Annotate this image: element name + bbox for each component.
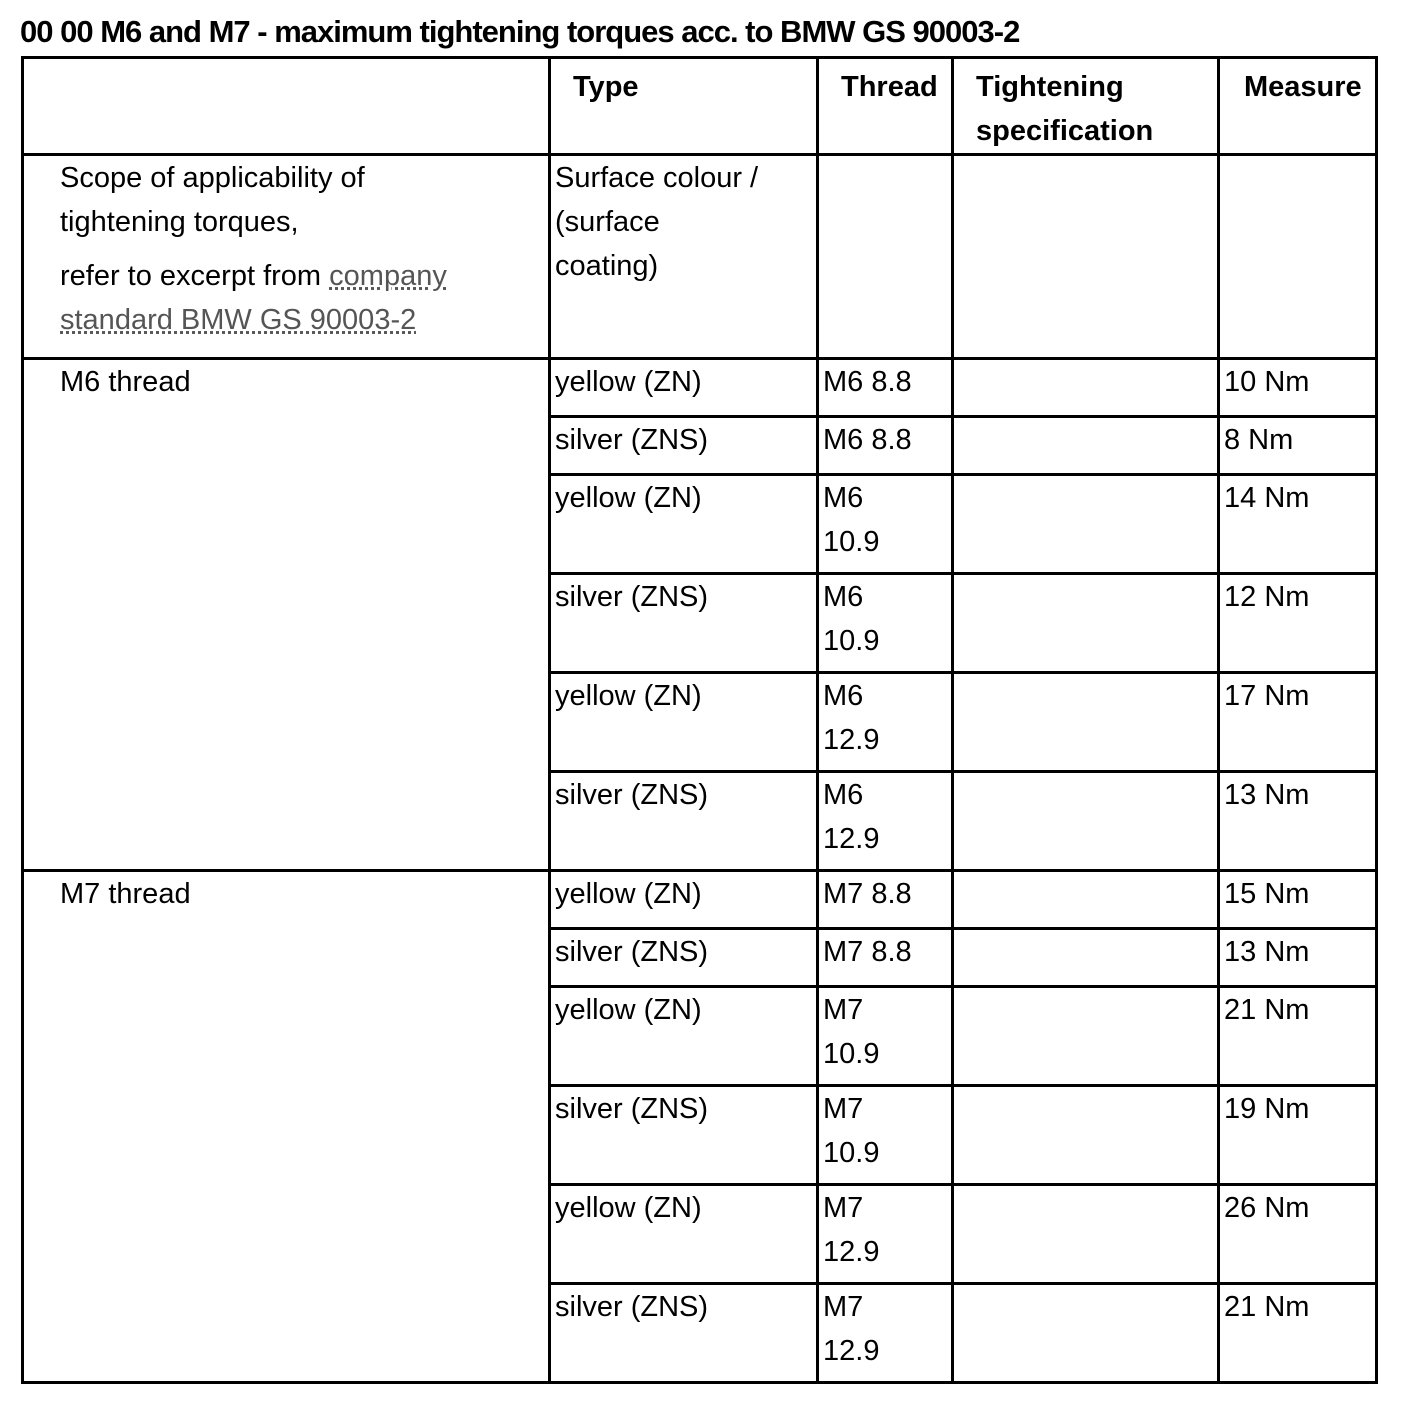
surface-line-3: coating) [555, 250, 659, 282]
thread-cell [818, 772, 953, 871]
thread-cell [818, 871, 953, 929]
header-tightening-line1: Tightening [976, 71, 1124, 103]
scope-spec-cell [953, 155, 1219, 359]
surface-type-cell: silver (ZNS) [550, 574, 818, 673]
header-scope [23, 58, 550, 155]
measure-cell: 17 Nm [1219, 673, 1377, 772]
thread-cell [818, 574, 953, 673]
measure-cell: 10 Nm [1219, 359, 1377, 417]
thread-size: M6 8.8 [823, 366, 912, 398]
tightening-spec-cell [953, 987, 1219, 1086]
thread-cell [818, 929, 953, 987]
scope-line-3-prefix: refer to excerpt from [60, 260, 330, 292]
surface-type-cell: yellow (ZN) [550, 871, 818, 929]
surface-type-cell: silver (ZNS) [550, 772, 818, 871]
thread-cell [818, 1185, 953, 1284]
tightening-spec-cell [953, 1185, 1219, 1284]
company-standard-link-continued[interactable]: standard BMW GS 90003-2 [60, 304, 417, 336]
thread-grade: 10.9 [823, 526, 880, 558]
tightening-spec-cell [953, 1284, 1219, 1383]
thread-size: M7 [823, 1291, 864, 1323]
thread-size: M6 [823, 680, 864, 712]
surface-type-cell: silver (ZNS) [550, 417, 818, 475]
surface-line-2: (surface [555, 206, 660, 238]
thread-grade: 10.9 [823, 625, 880, 657]
tightening-spec-cell [953, 574, 1219, 673]
company-standard-link[interactable]: company [329, 260, 447, 292]
thread-size: M6 [823, 482, 864, 514]
surface-line-1: Surface colour / [555, 162, 759, 194]
thread-grade: 10.9 [823, 1137, 880, 1169]
surface-type-cell: yellow (ZN) [550, 475, 818, 574]
scope-thread-cell [818, 155, 953, 359]
surface-type-cell: yellow (ZN) [550, 359, 818, 417]
surface-type-cell: silver (ZNS) [550, 929, 818, 987]
table-header-row [23, 58, 1377, 155]
tightening-spec-cell [953, 475, 1219, 574]
thread-group-label: M6 thread [23, 359, 550, 871]
thread-size: M7 [823, 1192, 864, 1224]
scope-row [23, 155, 1377, 359]
table-row [23, 871, 1377, 929]
thread-cell [818, 1284, 953, 1383]
measure-cell: 13 Nm [1219, 772, 1377, 871]
surface-type-cell: silver (ZNS) [550, 1284, 818, 1383]
tightening-spec-cell [953, 929, 1219, 987]
surface-type-cell: yellow (ZN) [550, 673, 818, 772]
page-title: 00 00 M6 and M7 - maximum tightening torques acc. to BMW GS 90003-2 [20, 14, 1020, 49]
header-type: Type [550, 58, 818, 155]
measure-cell: 21 Nm [1219, 987, 1377, 1086]
thread-cell [818, 417, 953, 475]
measure-cell: 15 Nm [1219, 871, 1377, 929]
measure-cell: 14 Nm [1219, 475, 1377, 574]
torque-table [21, 56, 1378, 1384]
thread-grade: 12.9 [823, 823, 880, 855]
measure-cell: 13 Nm [1219, 929, 1377, 987]
thread-size: M7 8.8 [823, 878, 912, 910]
scope-line-3 [60, 254, 544, 298]
measure-cell: 8 Nm [1219, 417, 1377, 475]
scope-cell [23, 155, 550, 359]
thread-size: M6 8.8 [823, 424, 912, 456]
header-tightening-line2: specification [976, 115, 1154, 147]
thread-cell [818, 987, 953, 1086]
scope-line-1: Scope of applicability of [60, 162, 365, 194]
thread-size: M7 8.8 [823, 936, 912, 968]
tightening-spec-cell [953, 359, 1219, 417]
scope-line-2: tightening torques, [60, 206, 299, 238]
thread-group-label: M7 thread [23, 871, 550, 1383]
tightening-spec-cell [953, 772, 1219, 871]
surface-type-cell: yellow (ZN) [550, 987, 818, 1086]
thread-grade: 12.9 [823, 724, 880, 756]
tightening-spec-cell [953, 673, 1219, 772]
measure-cell: 12 Nm [1219, 574, 1377, 673]
surface-type-cell: yellow (ZN) [550, 1185, 818, 1284]
measure-cell: 26 Nm [1219, 1185, 1377, 1284]
thread-size: M6 [823, 779, 864, 811]
thread-cell [818, 475, 953, 574]
thread-grade: 12.9 [823, 1236, 880, 1268]
table-row [23, 359, 1377, 417]
thread-groups [23, 359, 1377, 1383]
thread-cell [818, 673, 953, 772]
thread-cell [818, 1086, 953, 1185]
surface-type-cell: silver (ZNS) [550, 1086, 818, 1185]
thread-size: M7 [823, 1093, 864, 1125]
tightening-spec-cell [953, 1086, 1219, 1185]
thread-size: M6 [823, 581, 864, 613]
thread-size: M7 [823, 994, 864, 1026]
header-measure: Measure [1219, 58, 1377, 155]
measure-cell: 21 Nm [1219, 1284, 1377, 1383]
scope-measure-cell [1219, 155, 1377, 359]
header-thread: Thread [818, 58, 953, 155]
thread-grade: 10.9 [823, 1038, 880, 1070]
tightening-spec-cell [953, 417, 1219, 475]
measure-cell: 19 Nm [1219, 1086, 1377, 1185]
header-tightening-specification [953, 58, 1219, 155]
surface-colour-cell [550, 155, 818, 359]
thread-cell [818, 359, 953, 417]
thread-grade: 12.9 [823, 1335, 880, 1367]
tightening-spec-cell [953, 871, 1219, 929]
